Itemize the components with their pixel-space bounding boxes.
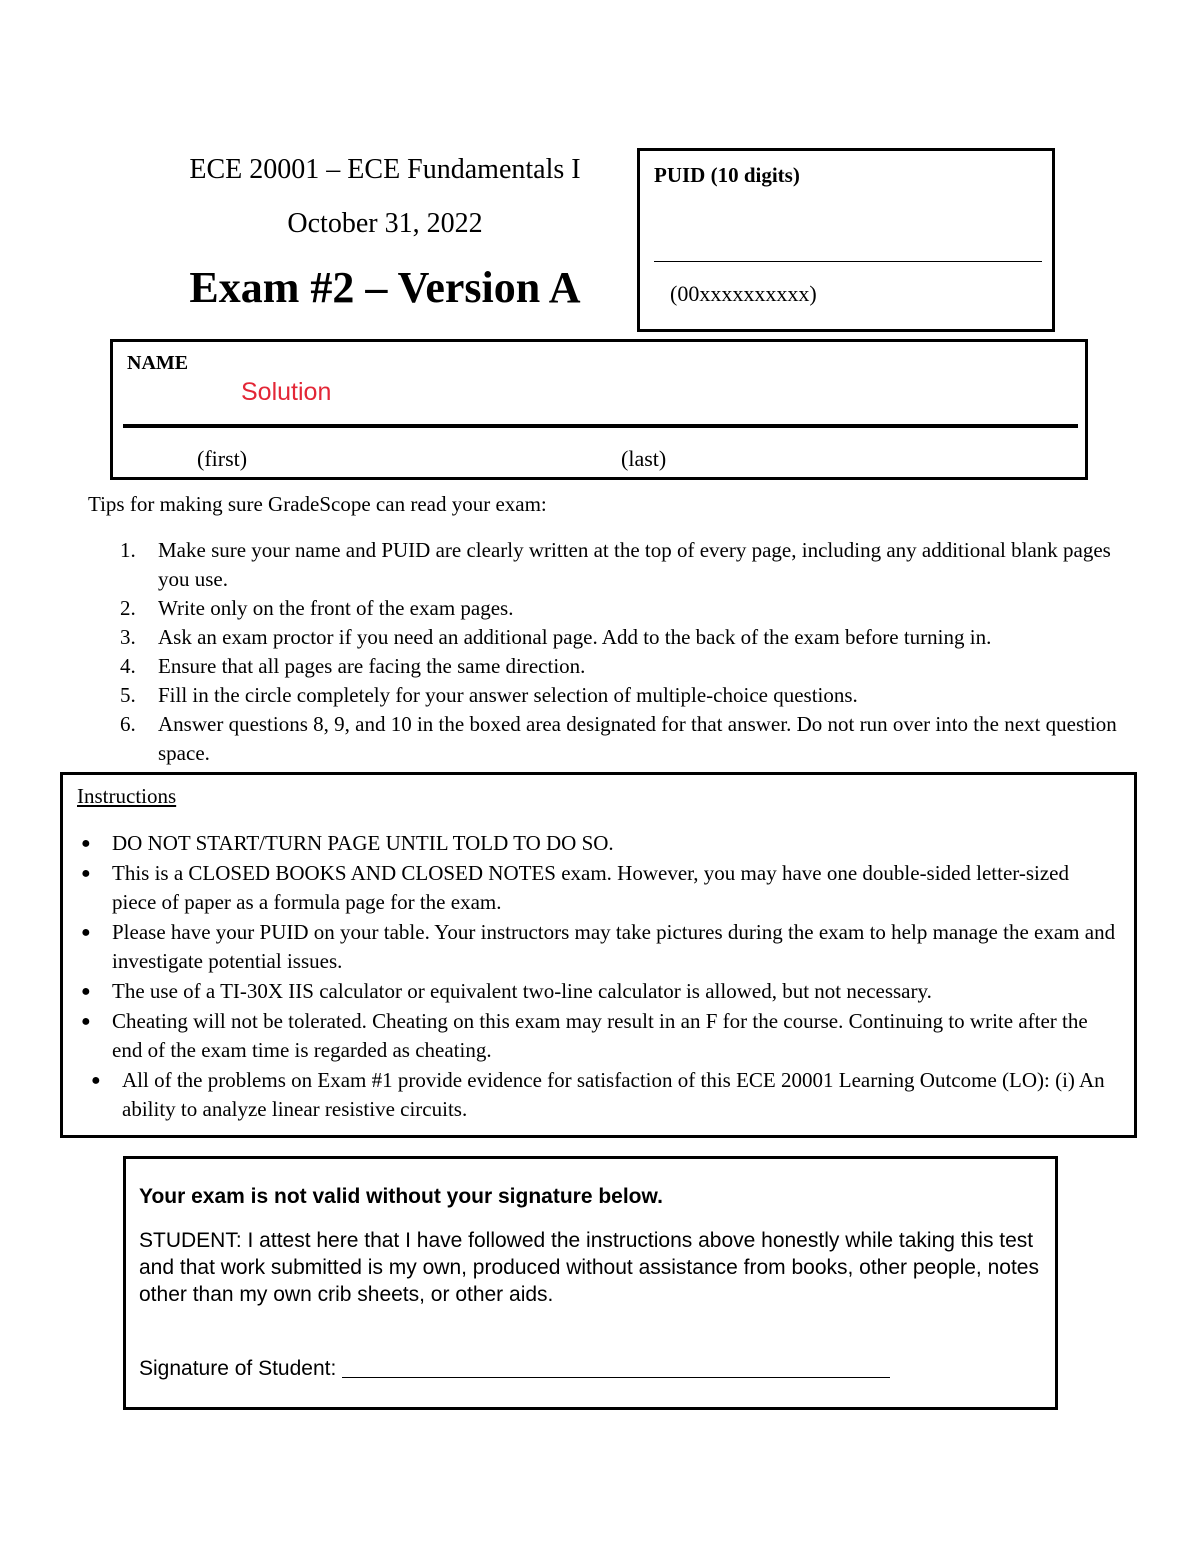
bullet-icon: ● [81,1013,91,1030]
signature-box [123,1156,1058,1410]
signature-label: Signature of Student: [139,1357,337,1380]
bullet-icon: ● [81,924,91,941]
exam-date: October 31, 2022 [287,208,483,239]
tip-item [120,536,1120,594]
instructions-list [77,829,1117,1125]
puid-format-hint: (00xxxxxxxxxx) [670,281,817,306]
tip-text: Make sure your name and PUID are clearly written at the top of every page, including any additional blank pages you use. [158,538,1111,591]
signature-row [139,1357,890,1381]
instruction-text: This is a CLOSED BOOKS AND CLOSED NOTES exam. However, you may have one double-sided letter-sized piece of paper as a formula page for the exam. [112,861,1069,914]
bullet-icon: ● [81,835,91,852]
tip-text: Ensure that all pages are facing the same direction. [158,654,586,678]
instruction-item [77,1066,1117,1124]
instruction-text: DO NOT START/TURN PAGE UNTIL TOLD TO DO SO. [112,831,614,855]
puid-label: PUID (10 digits) [654,163,800,187]
tip-item [120,710,1120,768]
instruction-text: Cheating will not be tolerated. Cheating on this exam may result in an F for the course. Continuing to write after the end of the exam time is regarded as cheating. [112,1009,1088,1062]
tip-number: 2. [120,596,136,620]
tip-number: 1. [120,538,136,562]
instruction-item [77,918,1117,976]
tip-text: Ask an exam proctor if you need an additional page. Add to the back of the exam before turning in. [158,625,992,649]
exam-title: Exam #2 – Version A [189,263,581,312]
instruction-text: The use of a TI-30X IIS calculator or equivalent two-line calculator is allowed, but not necessary. [112,979,932,1003]
tips-heading: Tips for making sure GradeScope can read your exam: [88,492,547,516]
name-label: NAME [127,352,189,374]
student-attestation: STUDENT: I attest here that I have followed the instructions above honestly while taking this test and that work submitted is my own, produced without assistance from books, other people, notes other than my own crib sheets, or other aids. [139,1229,1039,1306]
last-name-label: (last) [621,446,667,471]
instruction-text: All of the problems on Exam #1 provide evidence for satisfaction of this ECE 20001 Learning Outcome (LO): (i) An ability to analyze linear resistive circuits. [122,1068,1105,1121]
instruction-item [77,1007,1117,1065]
instruction-item [77,829,1117,858]
bullet-icon: ● [81,983,91,1000]
tip-item [120,652,1120,681]
puid-entry-line[interactable] [654,261,1042,262]
course-title: ECE 20001 – ECE Fundamentals I [189,154,581,185]
puid-box [637,148,1055,332]
instruction-item [77,859,1117,917]
instructions-box [60,772,1137,1138]
first-name-label: (first) [197,446,248,471]
name-value[interactable]: Solution [241,378,332,406]
instruction-item [77,977,1117,1006]
tip-text: Fill in the circle completely for your answer selection of multiple-choice questions. [158,683,858,707]
name-box [110,339,1088,480]
tip-number: 3. [120,625,136,649]
tip-text: Write only on the front of the exam pages. [158,596,514,620]
tip-number: 4. [120,654,136,678]
tip-number: 5. [120,683,136,707]
instructions-heading: Instructions [77,784,177,808]
tips-list [120,536,1120,768]
tip-item [120,594,1120,623]
tip-item [120,623,1120,652]
tip-number: 6. [120,712,136,736]
tip-text: Answer questions 8, 9, and 10 in the boxed area designated for that answer. Do not run over into the next question space. [158,712,1117,765]
tip-item [120,681,1120,710]
signature-line[interactable] [342,1377,890,1378]
signature-warning: Your exam is not valid without your signature below. [139,1185,663,1208]
bullet-icon: ● [81,865,91,882]
bullet-icon: ● [91,1072,101,1089]
name-entry-line [123,424,1078,428]
instruction-text: Please have your PUID on your table. Your instructors may take pictures during the exam to help manage the exam and investigate potential issues. [112,920,1116,973]
